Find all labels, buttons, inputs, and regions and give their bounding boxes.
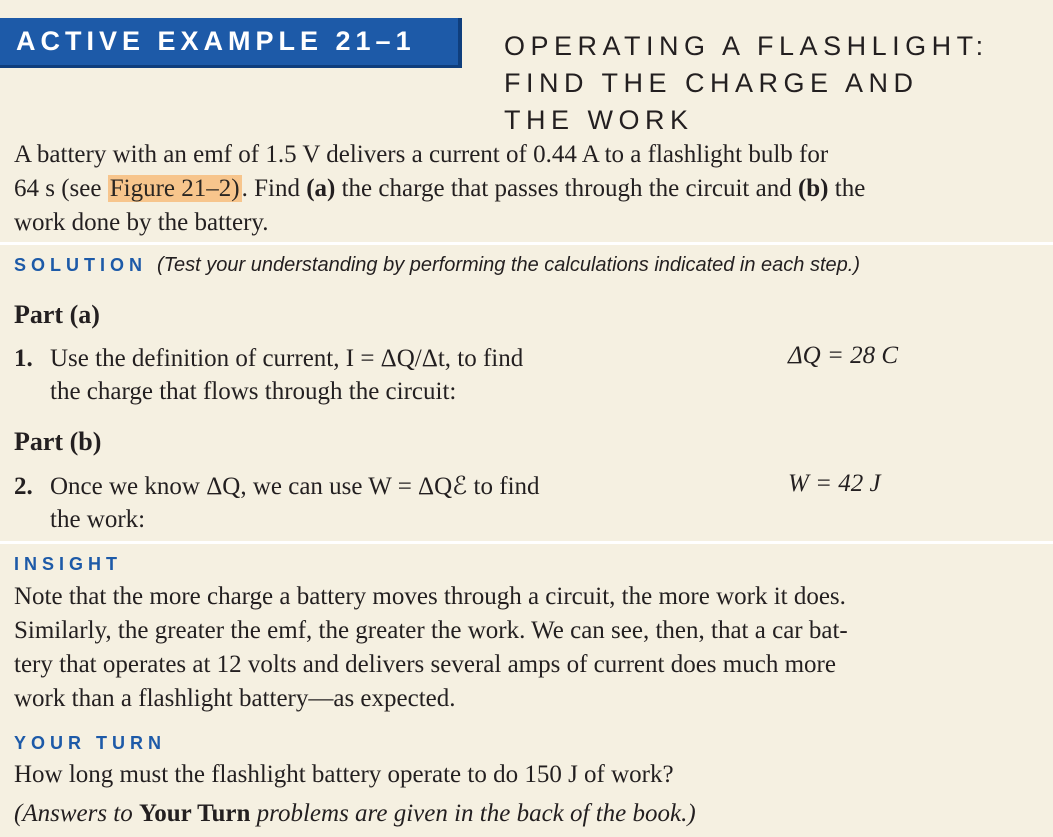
insight-text (14, 580, 1044, 716)
step-1-result: ΔQ = 28 C (788, 342, 899, 369)
step-2-number: 2. (14, 473, 33, 500)
problem-line-2-end: the (828, 175, 866, 202)
divider (0, 242, 1053, 245)
step-2-line-1: Once we know ΔQ, we can use W = ΔQℰ to find (50, 473, 540, 500)
step-1-line-2: the charge that flows through the circuit: (50, 378, 457, 405)
insight-line-2: Similarly, the greater the emf, the greater the work. We can see, then, that a car bat- (14, 617, 848, 644)
solution-label: SOLUTION (14, 255, 147, 275)
title-line-3: THE WORK (504, 105, 694, 135)
insight-label: INSIGHT (14, 554, 123, 574)
badge-label: ACTIVE EXAMPLE 21–1 (16, 26, 416, 56)
step-2-result: W = 42 J (788, 470, 881, 497)
answers-note-bold: Your Turn (139, 800, 251, 827)
part-a-title: Part (a) (14, 300, 100, 329)
problem-line-2-mid2: the charge that passes through the circuit and (335, 175, 798, 202)
example-badge (0, 18, 462, 68)
step-1-number: 1. (14, 345, 33, 372)
answers-note-end: problems are given in the back of the book.) (250, 800, 696, 827)
step-1 (14, 342, 714, 408)
title-line-2: FIND THE CHARGE AND (504, 68, 919, 98)
problem-statement (14, 138, 1044, 240)
step-1-line-1: Use the definition of current, I = ΔQ/Δt, to find (50, 345, 524, 372)
divider (0, 541, 1053, 544)
problem-line-2-mid: . Find (241, 175, 307, 202)
solution-note: (Test your understanding by performing the calculations indicated in each step.) (157, 254, 860, 276)
step-2 (14, 470, 714, 536)
problem-line-1: A battery with an emf of 1.5 V delivers a current of 0.44 A to a flashlight bulb for (14, 141, 829, 168)
solution-header (14, 254, 860, 277)
problem-line-2 (14, 172, 1044, 206)
your-turn-label: YOUR TURN (14, 733, 166, 753)
insight-line-4: work than a flashlight battery—as expected. (14, 685, 456, 712)
figure-link[interactable]: Figure 21–2) (109, 175, 240, 202)
your-turn-question: How long must the flashlight battery operate to do 150 J of work? (14, 761, 674, 788)
part-b-marker: (b) (797, 175, 829, 202)
answers-note (14, 800, 696, 828)
problem-line-2-start: 64 s (see (14, 175, 108, 202)
step-2-line-2: the work: (50, 506, 146, 533)
answers-note-start: (Answers to (14, 800, 139, 827)
problem-line-3: work done by the battery. (14, 209, 269, 236)
insight-line-3: tery that operates at 12 volts and delivers several amps of current does much more (14, 651, 836, 678)
insight-line-1: Note that the more charge a battery moves through a circuit, the more work it does. (14, 583, 846, 610)
part-b-title: Part (b) (14, 427, 102, 456)
title-line-1: OPERATING A FLASHLIGHT: (504, 31, 989, 61)
example-title (504, 28, 1044, 139)
part-a-marker: (a) (306, 175, 336, 202)
